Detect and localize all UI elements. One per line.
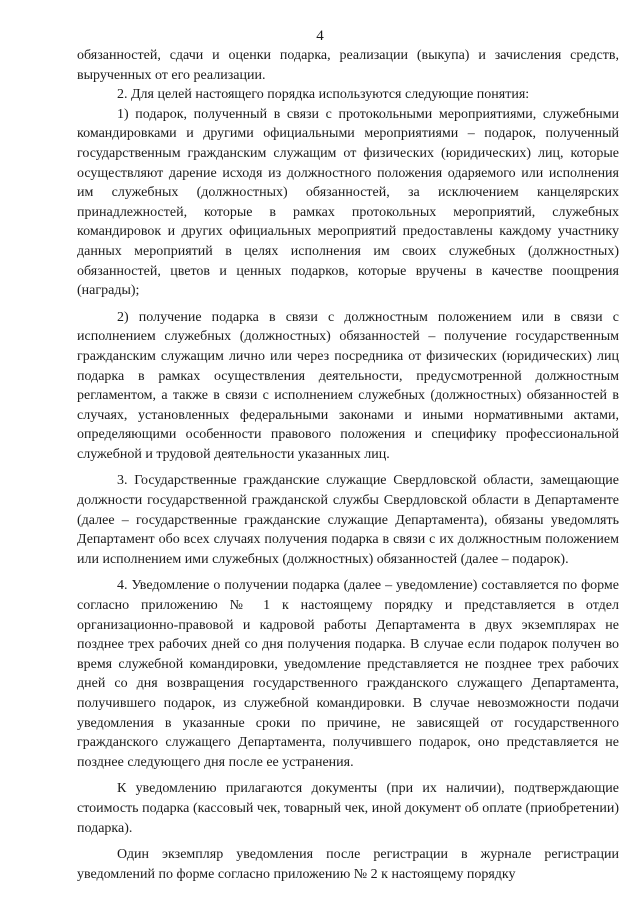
page-number: 4	[316, 28, 324, 44]
paragraph-clause-2: 2. Для целей настоящего порядка используются следующие понятия:	[117, 87, 530, 103]
paragraph-clause-3: 3. Государственные гражданские служащие Свердловской области, замещающие должности государственной гражданской службы Свердловской области в Департаменте (далее – государственные гражданские служащие Департамента), обязаны уведомлять Департамент обо всех случаях получения подарка в связи с их должностным положением или исполнением ими служебных (должностных) обязанностей (далее – подарок).	[77, 473, 619, 567]
paragraph-definition-1: 1) подарок, полученный в связи с протокольными мероприятиями, служебными командировками и другими официальными мероприятиями – подарок, полученный государственным гражданским служащим от физических (юридических) лиц, которые осуществляют дарение исходя из должностного положения одаряемого или исполнения им служебных (должностных) обязанностей, за исключением канцелярских принадлежностей, которые в рамках протокольных мероприятий, служебных командировок и других официальных мероприятий предоставлены каждому участнику данных мероприятий в целях исполнения им своих служебных (должностных) обязанностей, цветов и ценных подарков, которые вручены в качестве поощрения (награды);	[77, 106, 619, 299]
paragraph-definition-2: 2) получение подарка в связи с должностным положением или в связи с исполнением служебных (должностных) обязанностей – получение государственным гражданским служащим лично или через посредника от физических (юридических) лиц подарка в рамках осуществления деятельности, предусмотренной должностным регламентом, а также в связи с исполнением служебных (должностных) обязанностей в случаях, установленных федеральными законами и иными нормативными актами, определяющими особенности правового положения и специфику профессиональной служебной и трудовой деятельности указанных лиц.	[77, 309, 619, 462]
paragraph-continuation: обязанностей, сдачи и оценки подарка, реализации (выкупа) и зачисления средств, вырученных от его реализации.	[77, 48, 619, 83]
paragraph-attachments: К уведомлению прилагаются документы (при их наличии), подтверждающие стоимость подарка (кассовый чек, товарный чек, иной документ об оплате (приобретении) подарка).	[77, 781, 619, 836]
document-body	[77, 46, 619, 884]
paragraph-registration: Один экземпляр уведомления после регистрации в журнале регистрации уведомлений по форме согласно приложению № 2 к настоящему порядку	[77, 847, 619, 882]
paragraph-clause-4: 4. Уведомление о получении подарка (далее – уведомление) составляется по форме согласно приложению № 1 к настоящему порядку и представляется в отдел организационно-правовой и кадровой работы Департамента в двух экземплярах не позднее трех рабочих дней со дня получения подарка. В случае если подарок получен во время служебной командировки, уведомление представляется не позднее трех рабочих дней со дня возвращения государственного гражданского служащего Департамента, получившего подарок, из служебной командировки. В случае невозможности подачи уведомления в указанные сроки по причине, не зависящей от государственного гражданского служащего Департамента, получившего подарок, оно представляется не позднее следующего дня после ее устранения.	[77, 578, 619, 770]
